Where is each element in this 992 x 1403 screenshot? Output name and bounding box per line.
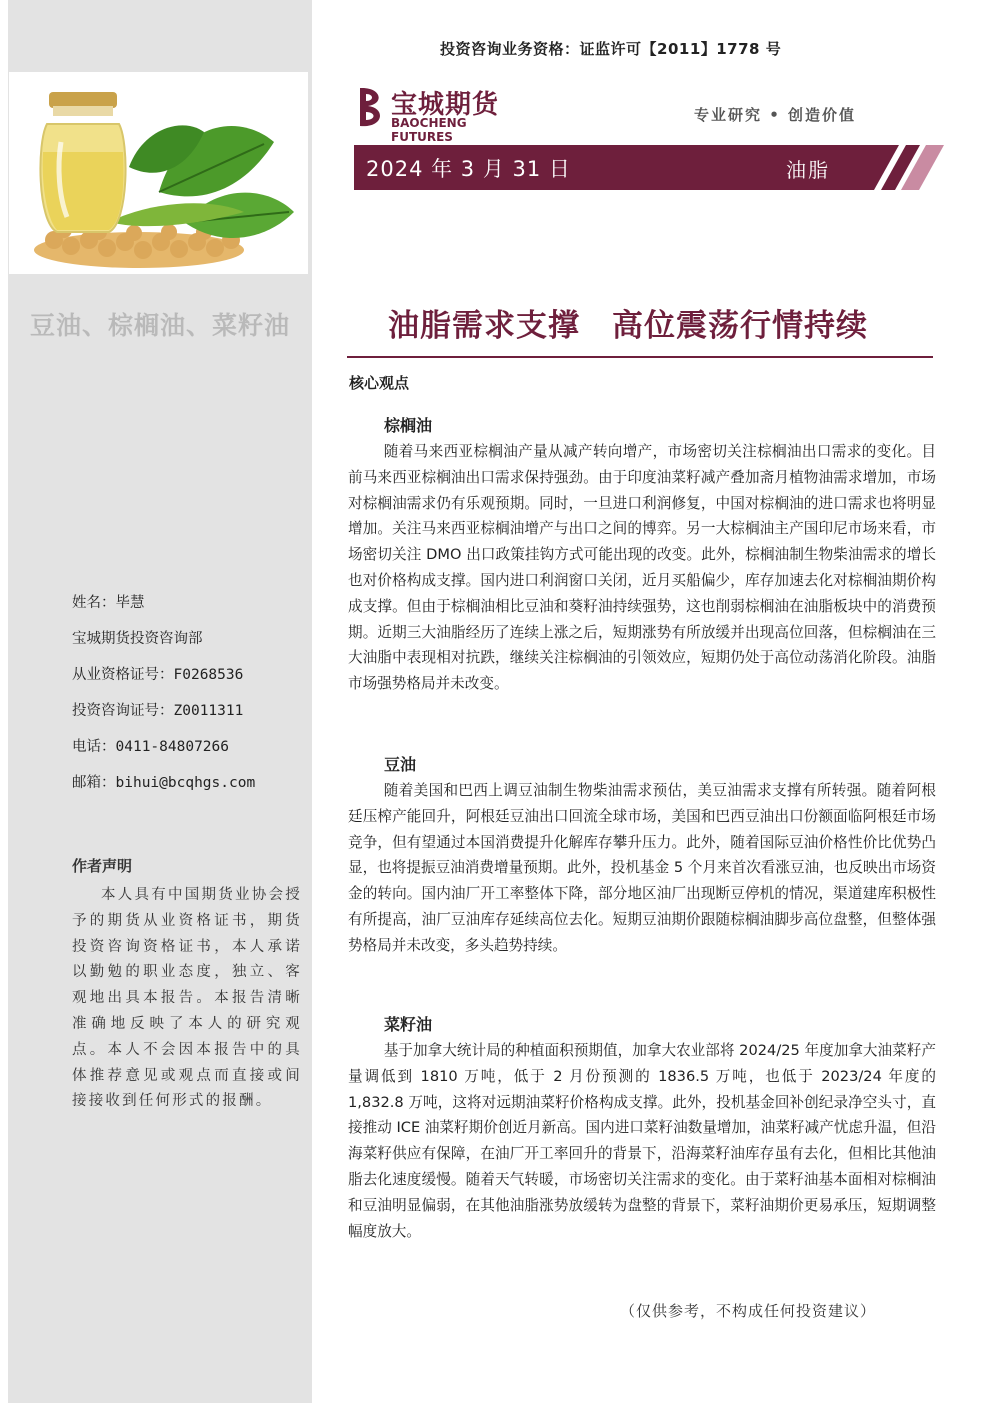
section-body: 基于加拿大统计局的种植面积预期值，加拿大农业部将 2024/25 年度加拿大油菜籽产量调低到 1810 万吨，低于 2 月份预测的 1836.5 万吨，也低于 2023/24 年度的 1,832.8 万吨，这将对远期油菜籽价格构成支撑。此外，投机基金回补创纪录净空头寸，直接推动 ICE 油菜籽期价创近月新高。国内进口菜籽油数量增加，油菜籽减产忧虑升温，但沿海菜籽供应有保障，在油厂开工率回升的背景下，沿海菜籽油库存虽有去化，但相比其他油脂去化速度缓慢。随着天气转暖，市场密切关注需求的变化。由于菜籽油基本面相对棕榈油和豆油明显偏弱，在其他油脂涨势放缓转为盘整的背景下，菜籽油期价更易承压，短期调整幅度放大。 bbox=[348, 1042, 936, 1240]
analyst-email: 邮箱：bihui@bcqhgs.com bbox=[72, 775, 256, 791]
declaration-body: 本人具有中国期货业协会授予的期货从业资格证书，期货投资咨询资格证书，本人承诺以勤勉的职业态度，独立、客观地出具本报告。本报告清晰准确地反映了本人的研究观点。本人不会因本报告中的具体推荐意见或观点而直接或间接接收到任何形式的报酬。 bbox=[72, 887, 302, 1110]
section-body: 随着马来西亚棕榈油产量从减产转向增产，市场密切关注棕榈油出口需求的变化。目前马来西亚棕榈油出口需求保持强劲。由于印度油菜籽减产叠加斋月植物油需求增加，市场对棕榈油需求仍有乐观预期。同时，一旦进口利润修复，中国对棕榈油的进口需求也将明显增加。关注马来西亚棕榈油增产与出口之间的博弈。另一大棕榈油主产国印尼市场来看，市场密切关注 DMO 出口政策挂钩方式可能出现的改变。此外，棕榈油制生物柴油需求的增长也对价格构成支撑。国内进口利润窗口关闭，近月买船偏少，库存加速去化对棕榈油期价构成支撑。但由于棕榈油相比豆油和葵籽油持续强势，这也削弱棕榈油在油脂板块中的消费预期。近期三大油脂经历了连续上涨之后，短期涨势有所放缓并出现高位回落，但棕榈油在三大油脂中表现相对抗跌，继续关注棕榈油的引领效应，短期仍处于高位动荡消化阶段。油脂市场强势格局并未改变。 bbox=[348, 443, 936, 693]
company-logo bbox=[354, 84, 524, 144]
section-heading: 棕榈油 bbox=[384, 416, 433, 435]
analyst-info bbox=[72, 585, 312, 801]
logo-english-name: BAOCHENG FUTURES bbox=[391, 116, 467, 144]
section-rapeseed-oil bbox=[348, 1012, 936, 1244]
section-heading: 菜籽油 bbox=[384, 1015, 433, 1034]
baocheng-logo-icon bbox=[354, 84, 388, 130]
analyst-license: 从业资格证号：F0268536 bbox=[72, 667, 244, 683]
analyst-consult-license: 投资咨询证号：Z0011311 bbox=[72, 703, 244, 719]
title-divider bbox=[347, 356, 933, 358]
section-heading: 豆油 bbox=[384, 755, 417, 774]
logo-chinese-name: 宝城期货 bbox=[391, 90, 500, 120]
report-category: 油脂 bbox=[786, 158, 830, 182]
products-title: 豆油、棕榈油、菜籽油 bbox=[29, 311, 290, 340]
oil-jar-and-soybeans-image bbox=[9, 72, 308, 274]
sidebar bbox=[8, 0, 312, 1403]
core-views-label: 核心观点 bbox=[349, 374, 410, 392]
report-date: 2024 年 3 月 31 日 bbox=[366, 157, 571, 181]
section-palm-oil bbox=[348, 413, 936, 697]
section-soybean-oil bbox=[348, 752, 936, 959]
analyst-name: 姓名：毕慧 bbox=[72, 595, 145, 611]
analyst-phone: 电话：0411-84807266 bbox=[72, 739, 229, 755]
qualification-notice: 投资咨询业务资格：证监许可【2011】1778 号 bbox=[440, 40, 782, 58]
disclaimer: （仅供参考，不构成任何投资建议） bbox=[620, 1302, 877, 1320]
soybean-oil-illustration bbox=[9, 72, 308, 274]
analyst-department: 宝城期货投资咨询部 bbox=[72, 631, 203, 647]
report-title: 油脂需求支撑 高位震荡行情持续 bbox=[388, 308, 868, 344]
section-body: 随着美国和巴西上调豆油制生物柴油需求预估，美豆油需求支撑有所转强。随着阿根廷压榨产能回升，阿根廷豆油出口回流全球市场，美国和巴西豆油出口份额面临阿根廷市场竞争，但有望通过本国消费提升化解库存攀升压力。此外，随着国际豆油价格性价比优势凸显，也将提振豆油消费增量预期。此外，投机基金 5 个月来首次看涨豆油，也反映出市场资金的转向。国内油厂开工率整体下降，部分地区油厂出现断豆停机的情况，渠道建库积极性有所提高，油厂豆油库存延续高位去化。短期豆油期价跟随棕榈油脚步高位盘整，但整体强势格局并未改变，多头趋势持续。 bbox=[348, 782, 936, 954]
date-category-banner bbox=[354, 145, 944, 190]
slogan: 专业研究 • 创造价值 bbox=[694, 106, 857, 124]
declaration-title: 作者声明 bbox=[72, 857, 133, 875]
